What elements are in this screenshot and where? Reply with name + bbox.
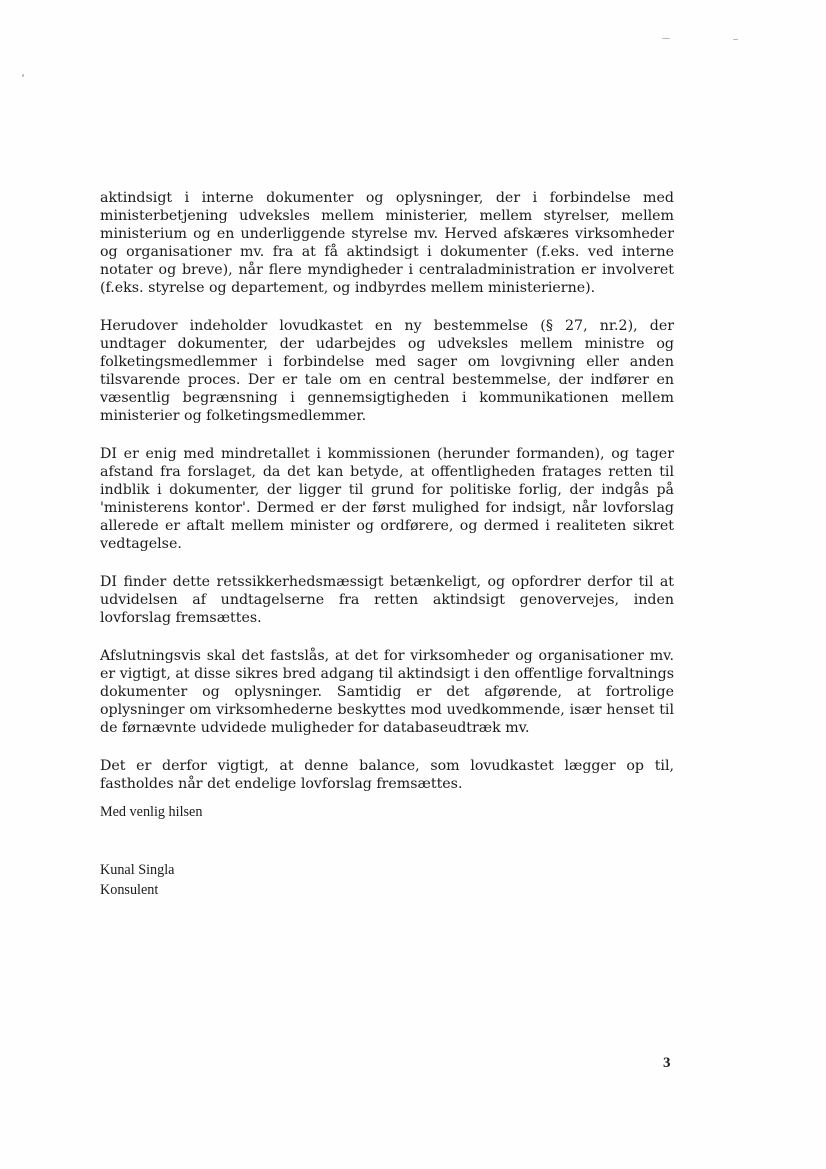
paragraph: DI finder dette retssikkerhedsmæssigt betænkeligt, og opfordrer derfor til at udvidelsen af undtagelserne fra retten aktindsigt genovervejes, inden lovforslag fremsættes. (100, 574, 674, 626)
scan-speck (662, 38, 670, 39)
paragraph: Det er derfor vigtigt, at denne balance, som lovudkastet lægger op til, fastholdes når det endelige lovforslag fremsættes. (100, 758, 674, 792)
scan-speck (22, 74, 24, 77)
scan-speck (733, 39, 738, 40)
letter-body (100, 189, 674, 813)
signature-block (100, 860, 174, 900)
closing-salutation: Med venlig hilsen (100, 804, 203, 820)
signer-title: Konsulent (100, 882, 159, 898)
paragraph: aktindsigt i interne dokumenter og oplysninger, der i forbindelse med ministerbetjening udveksles mellem ministerier, mellem styrelser, mellem ministerium og en underliggende styrelse mv. Herved afskæres virksomheder og organisationer mv. fra at få aktindsigt i dokumenter (f.eks. ved interne notater og breve), når flere myndigheder i centraladministration er involveret (f.eks. styrelse og departement, og indbyrdes mellem ministerierne). (100, 190, 674, 296)
page-number: 3 (663, 1055, 671, 1071)
signer-name: Kunal Singla (100, 862, 175, 878)
paragraph: DI er enig med mindretallet i kommissionen (herunder formanden), og tager afstand fra forslaget, da det kan betyde, at offentligheden fratages retten til indblik i dokumenter, der ligger til grund for politiske forlig, der indgås på 'ministerens kontor'. Dermed er der først mulighed for indsigt, når lovforslag allerede er aftalt mellem minister og ordførere, og dermed i realiteten sikret vedtagelse. (100, 446, 674, 552)
paragraph: Herudover indeholder lovudkastet en ny bestemmelse (§ 27, nr.2), der undtager dokumenter, der udarbejdes og udveksles mellem ministre og folketingsmedlemmer i forbindelse med sager om lovgivning eller anden tilsvarende proces. Der er tale om en central bestemmelse, der indfører en væsentlig begrænsning i gennemsigtigheden i kommunikationen mellem ministerier og folketingsmedlemmer. (100, 318, 674, 424)
paragraph: Afslutningsvis skal det fastslås, at det for virksomheder og organisationer mv. er vigtigt, at disse sikres bred adgang til aktindsigt i den offentlige forvaltnings dokumenter og oplysninger. Samtidig er det afgørende, at fortrolige oplysninger om virksomhederne beskyttes mod uvedkommende, især henset til de førnævnte udvidede muligheder for databaseudtræk mv. (100, 648, 674, 736)
